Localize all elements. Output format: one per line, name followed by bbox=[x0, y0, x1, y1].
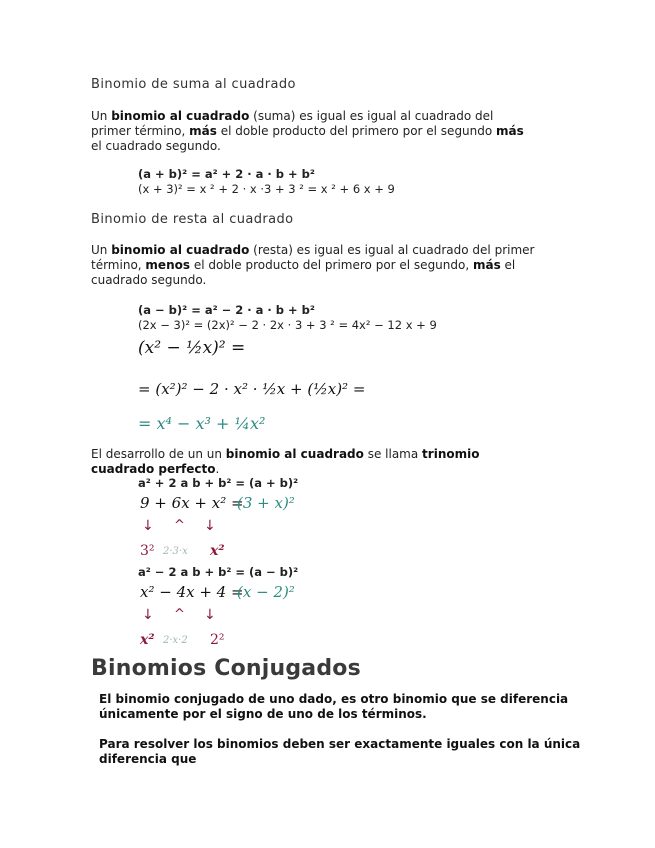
arrow-down-icon: ↓ bbox=[142, 518, 154, 534]
trinomio-example2-right: (x − 2)² bbox=[237, 583, 295, 601]
section-heading-conjugados: Binomios Conjugados bbox=[91, 656, 361, 681]
formula-trinomio-suma: a² + 2 a b + b² = (a + b)² bbox=[138, 476, 299, 490]
math-image-step2: = (x²)² − 2 · x² · ½x + (½x)² = bbox=[138, 380, 366, 398]
example-resta: (2x − 3)² = (2x)² − 2 · 2x · 3 + 3 ² = 4x² − 12 x + 9 bbox=[138, 318, 437, 332]
arrow-up-icon: ^ bbox=[174, 518, 185, 533]
formula-suma: (a + b)² = a² + 2 · a · b + b² bbox=[138, 167, 315, 181]
math-image-step3: = x⁴ − x³ + ¼x² bbox=[138, 414, 266, 433]
arrow-up-icon: ^ bbox=[174, 607, 185, 622]
formula-trinomio-resta: a² − 2 a b + b² = (a − b)² bbox=[138, 565, 299, 579]
trinomio-example1-bottom-a: 3² bbox=[140, 543, 155, 559]
trinomio-example2-bottom-a: x² bbox=[140, 632, 155, 648]
paragraph-resta: Un binomio al cuadrado (resta) es igual es igual al cuadrado del primer término, menos el doble producto del primero por el segundo, más el cuadrado segundo. bbox=[91, 243, 535, 287]
trinomio-example2-bottom-mid: 2·x·2 bbox=[163, 635, 188, 646]
arrow-down-icon: ↓ bbox=[204, 607, 216, 623]
trinomio-example1-bottom-mid: 2·3·x bbox=[163, 546, 188, 557]
arrow-down-icon: ↓ bbox=[204, 518, 216, 534]
example-suma: (x + 3)² = x ² + 2 · x ·3 + 3 ² = x ² + 6 x + 9 bbox=[138, 182, 395, 196]
trinomio-example1-bottom-b: x² bbox=[210, 543, 225, 559]
math-image-step1: (x² − ½x)² = bbox=[138, 338, 246, 358]
formula-resta: (a − b)² = a² − 2 · a · b + b² bbox=[138, 303, 315, 317]
section-heading-suma: Binomio de suma al cuadrado bbox=[91, 77, 296, 92]
trinomio-example2-left: x² − 4x + 4 = bbox=[140, 583, 244, 601]
section-heading-resta: Binomio de resta al cuadrado bbox=[91, 212, 294, 227]
paragraph-conjugados-2: Para resolver los binomios deben ser exactamente iguales con la única diferencia que bbox=[99, 737, 581, 766]
arrow-down-icon: ↓ bbox=[142, 607, 154, 623]
paragraph-trinomio: El desarrollo de un un binomio al cuadrado se llama trinomio cuadrado perfecto. bbox=[91, 447, 480, 476]
trinomio-example1-right: (3 + x)² bbox=[237, 494, 295, 512]
paragraph-conjugados-1: El binomio conjugado de uno dado, es otro binomio que se diferencia únicamente por el signo de uno de los términos. bbox=[99, 692, 569, 721]
trinomio-example2-bottom-b: 2² bbox=[210, 632, 225, 648]
trinomio-example1-left: 9 + 6x + x² = bbox=[140, 494, 244, 512]
paragraph-suma: Un binomio al cuadrado (suma) es igual es igual al cuadrado del primer término, más el doble producto del primero por el segundo más el cuadrado segundo. bbox=[91, 109, 524, 153]
